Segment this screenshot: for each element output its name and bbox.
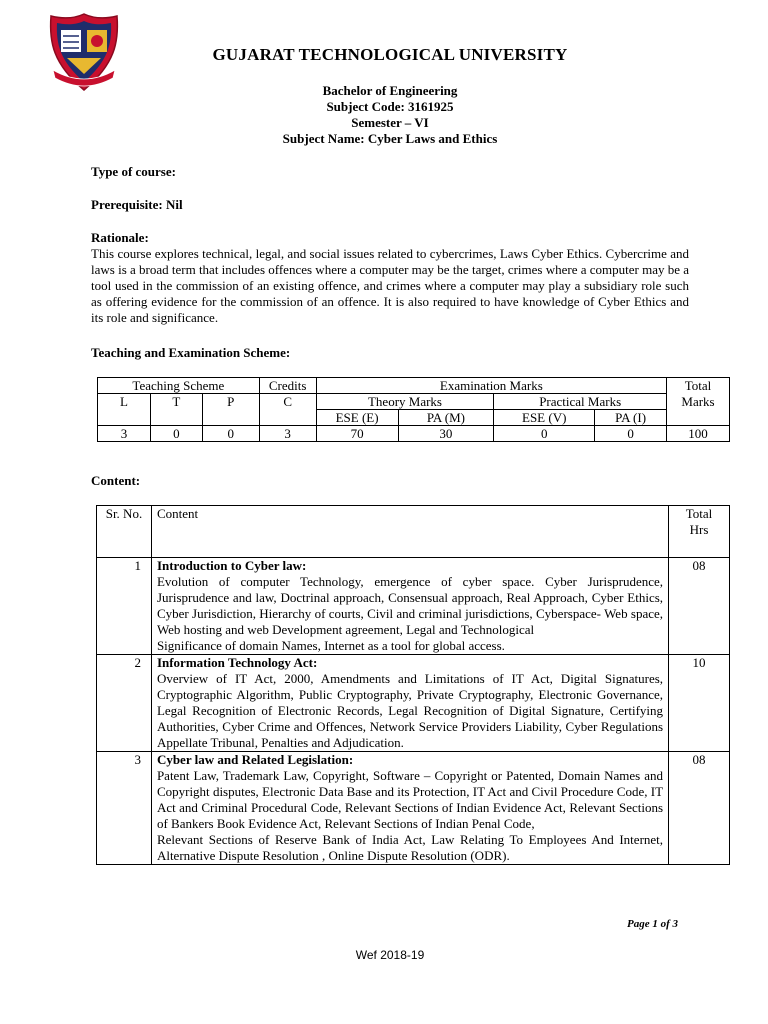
prerequisite-heading: Prerequisite: Nil bbox=[91, 197, 183, 212]
theory-marks-header: Theory Marks bbox=[316, 394, 494, 410]
t-value: 0 bbox=[150, 426, 202, 442]
degree: Bachelor of Engineering bbox=[322, 83, 458, 98]
scheme-table bbox=[97, 377, 730, 442]
row-sr: 3 bbox=[97, 752, 152, 865]
row-content bbox=[151, 558, 668, 655]
page-number: Page 1 of 3 bbox=[626, 918, 678, 930]
row-line: Significance of domain Names, Internet as a tool for global access. bbox=[156, 638, 505, 653]
c-value: 3 bbox=[259, 426, 316, 442]
row-line: Overview of IT Act, 2000, Amendments and Limitations of IT Act, Digital Signatures, Cryptographic Algorithm, Public Cryptography, Private Cryptography, Electronic Governance, Legal Recognition of Electronic Records, Legal Recognition of Digital Signature, Certifying Authorities, Cyber Crime and Offences, Network Service Providers Liability, Cyber Regulations Appellate Tribunal, Penalties and Adjudication. bbox=[156, 671, 664, 750]
p-value: 0 bbox=[202, 426, 259, 442]
subject-code: Subject Code: 3161925 bbox=[326, 99, 454, 114]
row-line: Relevant Sections of Reserve Bank of India Act, Law Relating To Employees And Internet, Alternative Dispute Resolution , Online Dispute Resolution (ODR). bbox=[156, 832, 664, 863]
teaching-scheme-header: Teaching Scheme bbox=[98, 378, 260, 394]
sr-no-header: Sr. No. bbox=[97, 506, 152, 558]
total-value: 100 bbox=[667, 426, 730, 442]
table-row bbox=[97, 558, 730, 655]
content-heading: Content: bbox=[91, 473, 141, 488]
total-marks-header: Total Marks bbox=[667, 378, 730, 426]
row-content bbox=[151, 655, 668, 752]
l-value: 3 bbox=[98, 426, 151, 442]
total-hrs-label-1: Total bbox=[685, 506, 713, 521]
pa-m-header: PA (M) bbox=[398, 410, 494, 426]
rationale-heading: Rationale: bbox=[91, 230, 149, 245]
row-hrs: 10 bbox=[669, 655, 730, 752]
row-sr: 1 bbox=[97, 558, 152, 655]
type-of-course-heading: Type of course: bbox=[91, 164, 176, 179]
t-header: T bbox=[150, 394, 202, 426]
row-hrs: 08 bbox=[669, 752, 730, 865]
rationale-text: This course explores technical, legal, and social issues related to cybercrimes, Laws Cyber Ethics. Cybercrime and laws is a broad term that includes offences where a computer may be the target, crimes where a computer may be a tool used in the commission of an existing offence, and crimes where a computer may play a subsidiary role such as offering evidence for the commission of an offence. It is also required to have knowledge of Cyber Ethics and its role and significance. bbox=[91, 246, 690, 325]
row-content bbox=[151, 752, 668, 865]
pa-i-value: 0 bbox=[595, 426, 667, 442]
scheme-heading: Teaching and Examination Scheme: bbox=[91, 345, 291, 360]
ese-e-value: 70 bbox=[316, 426, 398, 442]
pa-m-value: 30 bbox=[398, 426, 494, 442]
c-header: C bbox=[259, 394, 316, 426]
ese-v-header: ESE (V) bbox=[494, 410, 595, 426]
row-line: Patent Law, Trademark Law, Copyright, Software – Copyright or Patented, Domain Names and Copyright disputes, Electronic Data Base and its Protection, IT Act and Civil Procedure Code, IT Act and Criminal Procedural Code, Relevant Sections of Indian Evidence Act, Relevant Sections of Bankers Book Evidence Act, Relevant Sections of Indian Penal Code, bbox=[156, 768, 664, 831]
l-header: L bbox=[98, 394, 151, 426]
examination-marks-header: Examination Marks bbox=[316, 378, 666, 394]
table-row bbox=[97, 655, 730, 752]
ese-v-value: 0 bbox=[494, 426, 595, 442]
university-name: GUJARAT TECHNOLOGICAL UNIVERSITY bbox=[212, 45, 568, 64]
pa-i-header: PA (I) bbox=[595, 410, 667, 426]
practical-marks-header: Practical Marks bbox=[494, 394, 667, 410]
total-hrs-header bbox=[669, 506, 730, 558]
row-title: Cyber law and Related Legislation: bbox=[156, 752, 354, 767]
row-title: Introduction to Cyber law: bbox=[156, 558, 307, 573]
credits-header: Credits bbox=[259, 378, 316, 394]
row-title: Information Technology Act: bbox=[156, 655, 318, 670]
row-hrs: 08 bbox=[669, 558, 730, 655]
total-hrs-label-2: Hrs bbox=[689, 522, 709, 537]
content-header: Content bbox=[151, 506, 668, 558]
content-table bbox=[96, 505, 730, 865]
row-line: Evolution of computer Technology, emergence of cyber space. Cyber Jurisprudence, Jurisprudence and law, Doctrinal approach, Consensual approach, Real Approach, Cyber Ethics, Cyber Jurisdiction, Hierarchy of courts, Civil and criminal jurisdictions, Cyberspace- Web space, Web hosting and web Development agreement, Legal and Technological bbox=[156, 574, 664, 637]
wef-footer: Wef 2018-19 bbox=[355, 948, 425, 962]
row-sr: 2 bbox=[97, 655, 152, 752]
table-row bbox=[97, 752, 730, 865]
semester: Semester – VI bbox=[351, 115, 429, 130]
p-header: P bbox=[202, 394, 259, 426]
ese-e-header: ESE (E) bbox=[316, 410, 398, 426]
subject-name: Subject Name: Cyber Laws and Ethics bbox=[282, 131, 498, 146]
